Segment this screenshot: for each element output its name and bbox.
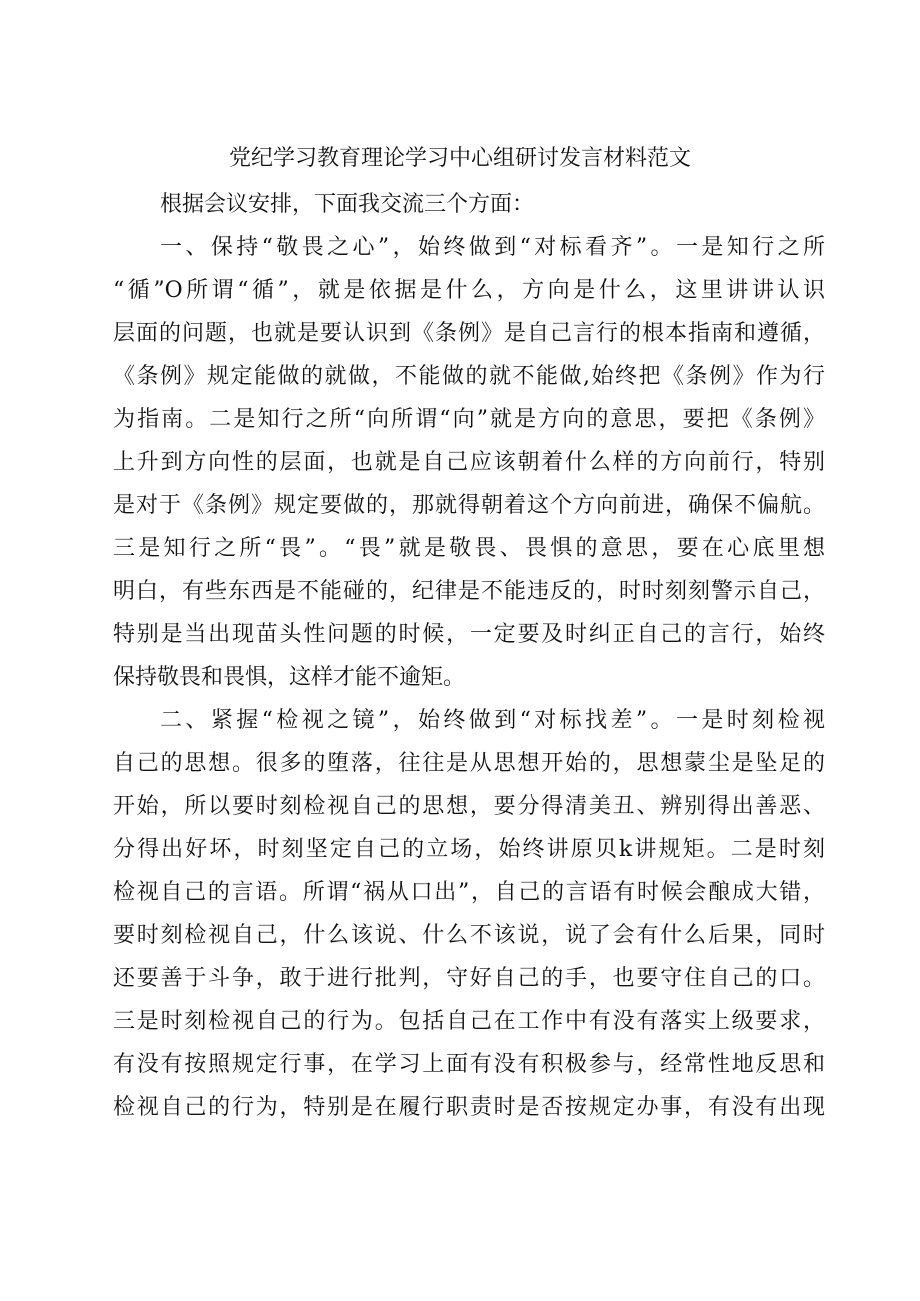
paragraph-line: 保持敬畏和畏惧，这样才能不逾矩。 (113, 665, 466, 690)
paragraph-line: 《条例》规定能做的就做，不能做的就不能做,始终把《条例》作为行 (113, 364, 825, 389)
paragraph-line: 开始，所以要时刻检视自己的思想，要分得清美丑、辨别得出善恶、 (113, 794, 825, 819)
paragraph-line: “循”O所谓“循”，就是依据是什么，方向是什么，这里讲讲认识 (113, 278, 825, 303)
paragraph-line: 上升到方向性的层面，也就是自己应该朝着什么样的方向前行，特别 (113, 450, 825, 475)
paragraph-line: 为指南。二是知行之所“向所谓“向”就是方向的意思，要把《条例》 (113, 407, 825, 432)
paragraph-line: 层面的问题，也就是要认识到《条例》是自己言行的根本指南和遵循， (113, 321, 825, 346)
paragraph-line: 检视自己的行为，特别是在履行职责时是否按规定办事，有没有出现 (113, 1095, 825, 1120)
paragraph-line: 自己的思想。很多的堕落，往往是从思想开始的，思想蒙尘是坠足的 (113, 751, 825, 776)
paragraph-line: 分得出好坏，时刻坚定自己的立场，始终讲原贝k讲规矩。二是时刻 (113, 837, 825, 862)
paragraph-line: 特别是当出现苗头性问题的时候，一定要及时纠正自己的言行，始终 (113, 622, 825, 647)
paragraph-line: 三是时刻检视自己的行为。包括自己在工作中有没有落实上级要求， (113, 1009, 825, 1034)
paragraph-line: 要时刻检视自己，什么该说、什么不该说，说了会有什么后果，同时 (113, 923, 825, 948)
paragraph-line: 检视自己的言语。所谓“祸从口出”，自己的言语有时候会酿成大错， (113, 880, 825, 905)
paragraph-line: 还要善于斗争，敢于进行批判，守好自己的手，也要守住自己的口。 (113, 966, 825, 991)
paragraph-line-intro: 根据会议安排，下面我交流三个方面： (160, 192, 535, 217)
document-title: 党纪学习教育理论学习中心组研讨发言材料范文 (228, 146, 691, 171)
paragraph-line: 有没有按照规定行事，在学习上面有没有积极参与，经常性地反思和 (113, 1052, 825, 1077)
paragraph-line: 三是知行之所“畏”。“畏”就是敬畏、畏惧的意思，要在心底里想 (113, 536, 825, 561)
paragraph-line: 一、保持“敬畏之心”，始终做到“对标看齐”。一是知行之所 (160, 235, 825, 260)
paragraph-line: 明白，有些东西是不能碰的，纪律是不能违反的，时时刻刻警示自己， (113, 579, 825, 604)
paragraph-line: 二、紧握“检视之镜”，始终做到“对标找差”。一是时刻检视 (160, 708, 825, 733)
paragraph-line: 是对于《条例》规定要做的，那就得朝着这个方向前进，确保不偏航。 (113, 493, 825, 518)
